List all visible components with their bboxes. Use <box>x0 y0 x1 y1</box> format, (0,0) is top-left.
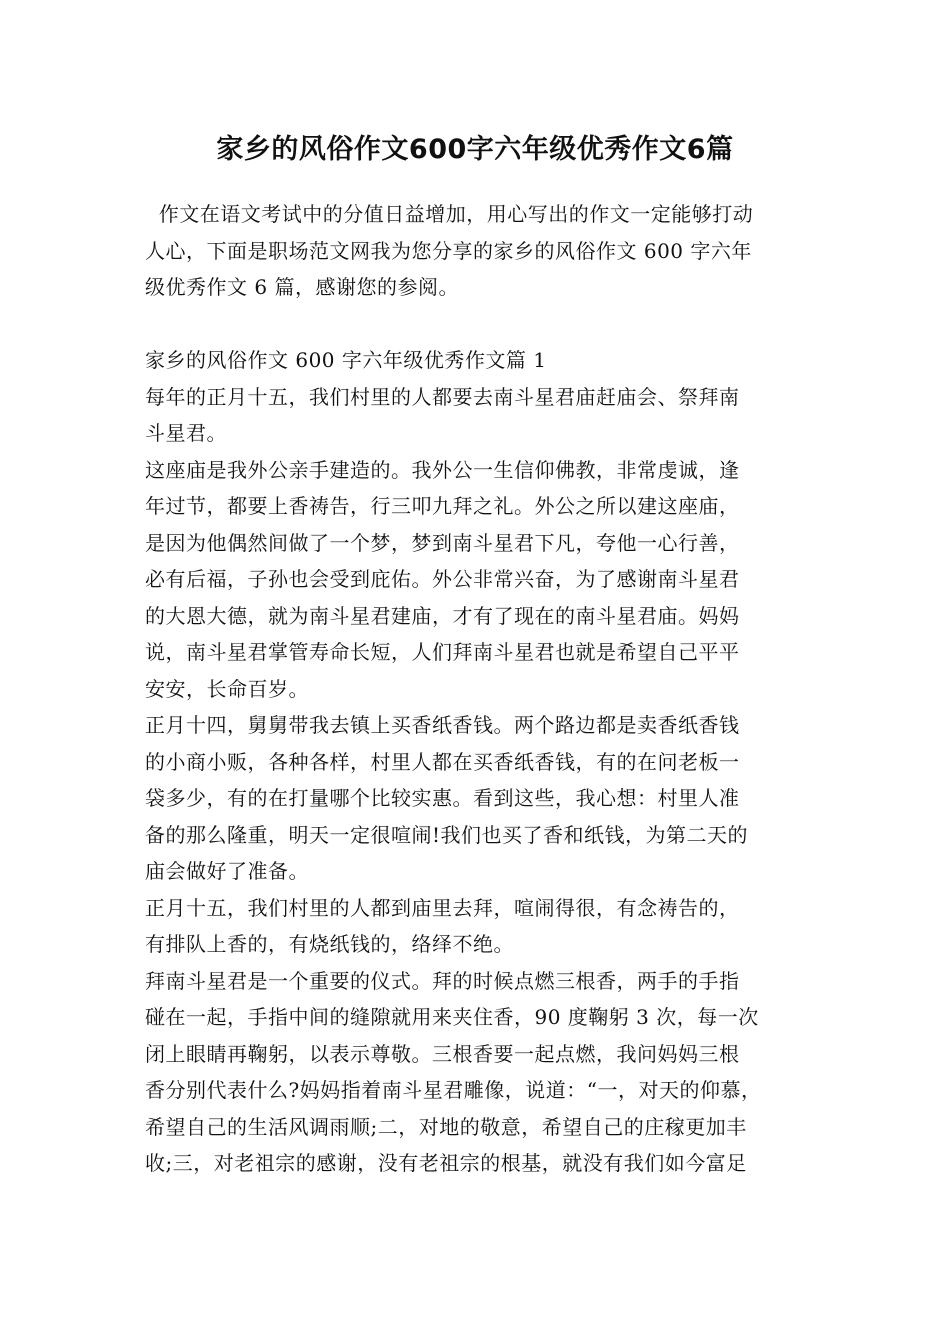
body-line: 备的那么隆重，明天一定很喧闹!我们也买了香和纸钱，为第二天的 <box>145 822 749 847</box>
body-line: 的大恩大德，就为南斗星君建庙，才有了现在的南斗星君庙。妈妈 <box>145 603 740 628</box>
body-line: 碰在一起，手指中间的缝隙就用来夹住香，90 度鞠躬 3 次，每一次 <box>145 1005 759 1029</box>
body-line: 正月十五，我们村里的人都到庙里去拜，喧闹得很，有念祷告的， <box>145 895 740 920</box>
article-body <box>145 379 815 1182</box>
body-line: 拜南斗星君是一个重要的仪式。拜的时候点燃三根香，两手的手指 <box>145 968 740 993</box>
body-line: 正月十四，舅舅带我去镇上买香纸香钱。两个路边都是卖香纸香钱 <box>145 713 740 737</box>
body-line: 收;三，对老祖宗的感谢，没有老祖宗的根基，就没有我们如今富足 <box>145 1151 747 1175</box>
intro-line: 作文在语文考试中的分值日益增加，用心写出的作文一定能够打动 <box>145 202 754 226</box>
body-line: 斗星君。 <box>145 421 227 445</box>
document-content <box>145 196 815 1182</box>
intro-line: 级优秀作文 6 篇，感谢您的参阅。 <box>145 275 459 299</box>
body-line: 希望自己的生活风调雨顺;二，对地的敬意，希望自己的庄稼更加丰 <box>145 1114 747 1139</box>
body-line: 安安，长命百岁。 <box>145 676 309 701</box>
body-line: 的小商小贩，各种各样，村里人都在买香纸香钱，有的在问老板一 <box>145 749 740 774</box>
paragraph-spacer <box>145 306 815 343</box>
body-line: 是因为他偶然间做了一个梦，梦到南斗星君下凡，夸他一心行善， <box>145 530 740 555</box>
body-line: 闭上眼睛再鞠躬，以表示尊敬。三根香要一起点燃，我问妈妈三根 <box>145 1041 740 1066</box>
body-line: 每年的正月十五，我们村里的人都要去南斗星君庙赶庙会、祭拜南 <box>145 384 740 409</box>
body-line: 袋多少，有的在打量哪个比较实惠。看到这些，我心想：村里人准 <box>145 786 740 810</box>
intro-line: 人心，下面是职场范文网我为您分享的家乡的风俗作文 600 字六年 <box>145 238 752 263</box>
body-line: 庙会做好了准备。 <box>145 859 309 883</box>
body-line: 说，南斗星君掌管寿命长短，人们拜南斗星君也就是希望自己平平 <box>145 640 740 664</box>
document-title: 家乡的风俗作文600字六年级优秀作文6篇 <box>216 134 734 165</box>
body-line: 这座庙是我外公亲手建造的。我外公一生信仰佛教，非常虔诚，逢 <box>145 457 740 482</box>
intro-paragraph <box>145 196 815 306</box>
section-heading: 家乡的风俗作文 600 字六年级优秀作文篇 1 <box>145 348 547 372</box>
body-line: 有排队上香的，有烧纸钱的，络绎不绝。 <box>145 932 514 956</box>
body-line: 必有后福，子孙也会受到庇佑。外公非常兴奋，为了感谢南斗星君 <box>145 567 740 591</box>
body-line: 年过节，都要上香祷告，行三叩九拜之礼。外公之所以建这座庙， <box>145 494 740 518</box>
body-line: 香分别代表什么?妈妈指着南斗星君雕像，说道：“一，对天的仰慕， <box>145 1078 762 1102</box>
